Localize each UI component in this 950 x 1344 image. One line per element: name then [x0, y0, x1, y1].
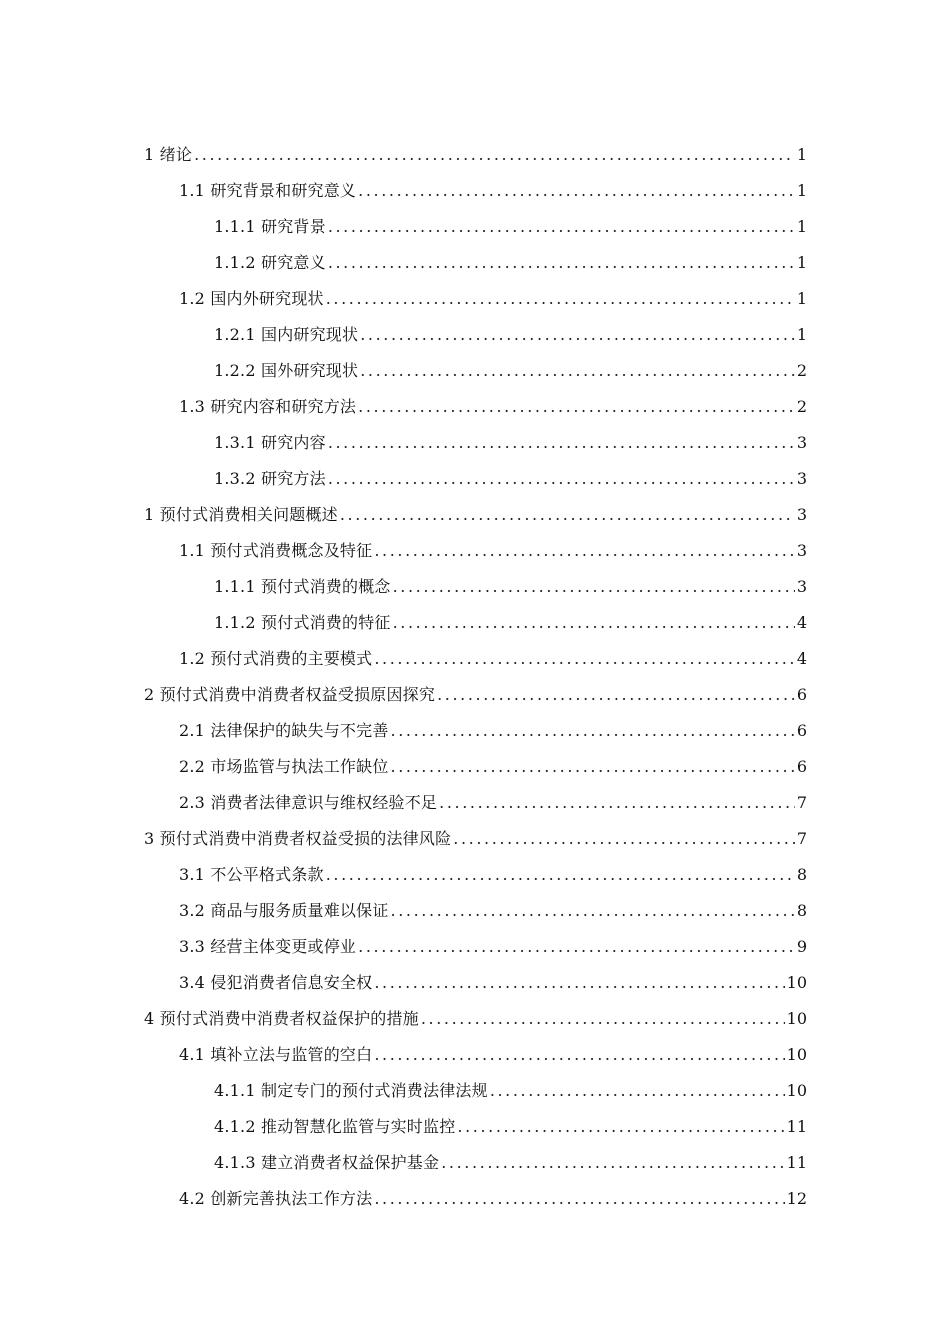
- toc-entry-title: 1.1.1 预付式消费的概念: [214, 577, 391, 596]
- toc-dot-leader: [360, 317, 795, 353]
- toc-entry[interactable]: [0, 821, 950, 857]
- toc-list: [0, 137, 950, 1217]
- toc-entry-line: [179, 785, 807, 821]
- toc-entry-line: [214, 1073, 807, 1109]
- toc-entry[interactable]: [0, 785, 950, 821]
- toc-entry[interactable]: [0, 245, 950, 281]
- toc-entry-title: 1.2.2 国外研究现状: [214, 361, 359, 380]
- toc-entry-page: 3: [796, 433, 807, 452]
- toc-dot-leader: [391, 893, 795, 929]
- toc-entry-title: 1.1.2 研究意义: [214, 253, 326, 272]
- toc-entry[interactable]: [0, 461, 950, 497]
- toc-entry-title: 3 预付式消费中消费者权益受损的法律风险: [144, 829, 452, 848]
- toc-entry-line: [179, 929, 807, 965]
- toc-entry[interactable]: [0, 641, 950, 677]
- toc-entry-page: 3: [796, 469, 807, 488]
- toc-entry-title: 1.2 国内外研究现状: [179, 289, 324, 308]
- toc-dot-leader: [360, 353, 795, 389]
- toc-entry-title: 1.2 预付式消费的主要模式: [179, 649, 373, 668]
- toc-entry-title: 3.3 经营主体变更或停业: [179, 937, 357, 956]
- toc-entry-title: 4.2 创新完善执法工作方法: [179, 1189, 373, 1208]
- toc-dot-leader: [374, 965, 784, 1001]
- toc-entry-title: 1 绪论: [144, 145, 193, 164]
- toc-dot-leader: [358, 173, 795, 209]
- toc-entry-line: [144, 677, 807, 713]
- toc-entry-page: 3: [796, 505, 807, 524]
- toc-entry-title: 2.3 消费者法律意识与维权经验不足: [179, 793, 438, 812]
- toc-entry-title: 3.1 不公平格式条款: [179, 865, 324, 884]
- toc-entry-title: 4.1.3 建立消费者权益保护基金: [214, 1153, 440, 1172]
- toc-entry-page: 1: [796, 181, 807, 200]
- toc-entry-page: 3: [796, 541, 807, 560]
- toc-entry[interactable]: [0, 1073, 950, 1109]
- toc-entry-page: 1: [796, 145, 807, 164]
- toc-entry-page: 7: [796, 793, 807, 812]
- toc-dot-leader: [374, 641, 794, 677]
- toc-dot-leader: [393, 605, 795, 641]
- toc-entry-line: [179, 1181, 807, 1217]
- toc-dot-leader: [326, 281, 795, 317]
- toc-dot-leader: [326, 857, 795, 893]
- toc-entry-title: 1.3.2 研究方法: [214, 469, 326, 488]
- toc-entry-line: [214, 209, 807, 245]
- toc-entry-title: 4.1.1 制定专门的预付式消费法律法规: [214, 1081, 488, 1100]
- toc-entry[interactable]: [0, 173, 950, 209]
- toc-dot-leader: [374, 1037, 784, 1073]
- toc-entry[interactable]: [0, 749, 950, 785]
- toc-entry-title: 2.1 法律保护的缺失与不完善: [179, 721, 389, 740]
- toc-entry-page: 9: [796, 937, 807, 956]
- toc-dot-leader: [441, 1145, 784, 1181]
- toc-entry-title: 2 预付式消费中消费者权益受损原因探究: [144, 685, 436, 704]
- toc-entry-line: [214, 245, 807, 281]
- toc-entry-line: [214, 605, 807, 641]
- toc-entry-title: 1.3 研究内容和研究方法: [179, 397, 357, 416]
- toc-entry-page: 12: [786, 1189, 807, 1208]
- toc-dot-leader: [374, 1181, 784, 1217]
- toc-entry-line: [214, 353, 807, 389]
- table-of-contents: [0, 137, 950, 1217]
- toc-entry[interactable]: [0, 209, 950, 245]
- toc-entry[interactable]: [0, 1109, 950, 1145]
- toc-entry-line: [179, 389, 807, 425]
- toc-entry[interactable]: [0, 857, 950, 893]
- toc-dot-leader: [194, 137, 795, 173]
- toc-entry-page: 1: [796, 253, 807, 272]
- toc-entry-line: [179, 641, 807, 677]
- toc-entry[interactable]: [0, 389, 950, 425]
- toc-entry[interactable]: [0, 929, 950, 965]
- toc-entry[interactable]: [0, 713, 950, 749]
- toc-dot-leader: [391, 713, 795, 749]
- toc-entry-line: [179, 1037, 807, 1073]
- toc-entry-page: 10: [786, 1009, 807, 1028]
- toc-entry[interactable]: [0, 1037, 950, 1073]
- toc-entry[interactable]: [0, 317, 950, 353]
- toc-entry-title: 1.1 预付式消费概念及特征: [179, 541, 373, 560]
- toc-entry-line: [179, 893, 807, 929]
- toc-entry[interactable]: [0, 605, 950, 641]
- toc-entry[interactable]: [0, 965, 950, 1001]
- toc-entry-page: 2: [796, 397, 807, 416]
- toc-entry-page: 6: [796, 757, 807, 776]
- toc-entry-title: 1.3.1 研究内容: [214, 433, 326, 452]
- toc-entry-title: 4 预付式消费中消费者权益保护的措施: [144, 1009, 419, 1028]
- toc-entry-page: 7: [796, 829, 807, 848]
- toc-entry-line: [144, 137, 807, 173]
- toc-dot-leader: [457, 1109, 784, 1145]
- toc-entry-line: [179, 965, 807, 1001]
- toc-entry-page: 4: [796, 613, 807, 632]
- toc-entry[interactable]: [0, 281, 950, 317]
- toc-entry-page: 10: [786, 1081, 807, 1100]
- toc-entry-page: 1: [796, 289, 807, 308]
- toc-entry-title: 1.1 研究背景和研究意义: [179, 181, 357, 200]
- toc-entry-line: [179, 533, 807, 569]
- toc-entry-line: [214, 1109, 807, 1145]
- toc-entry-page: 6: [796, 685, 807, 704]
- toc-entry[interactable]: [0, 1145, 950, 1181]
- toc-entry-page: 6: [796, 721, 807, 740]
- toc-dot-leader: [328, 461, 795, 497]
- toc-entry[interactable]: [0, 137, 950, 173]
- toc-entry-line: [144, 497, 807, 533]
- toc-entry-line: [179, 857, 807, 893]
- toc-entry[interactable]: [0, 533, 950, 569]
- toc-dot-leader: [421, 1001, 785, 1037]
- toc-entry-title: 1.1.2 预付式消费的特征: [214, 613, 391, 632]
- toc-entry-line: [179, 713, 807, 749]
- toc-entry[interactable]: [0, 1181, 950, 1217]
- toc-entry[interactable]: [0, 425, 950, 461]
- toc-entry-title: 2.2 市场监管与执法工作缺位: [179, 757, 389, 776]
- toc-dot-leader: [328, 209, 795, 245]
- toc-entry-title: 4.1.2 推动智慧化监管与实时监控: [214, 1117, 456, 1136]
- toc-entry-title: 1.2.1 国内研究现状: [214, 325, 359, 344]
- toc-entry-page: 11: [786, 1153, 807, 1172]
- toc-dot-leader: [490, 1073, 785, 1109]
- toc-entry-line: [144, 1001, 807, 1037]
- toc-dot-leader: [391, 749, 795, 785]
- toc-entry-line: [179, 281, 807, 317]
- toc-dot-leader: [328, 425, 795, 461]
- toc-entry-page: 11: [786, 1117, 807, 1136]
- toc-dot-leader: [340, 497, 795, 533]
- toc-entry[interactable]: [0, 677, 950, 713]
- toc-dot-leader: [374, 533, 794, 569]
- toc-dot-leader: [439, 785, 795, 821]
- toc-entry-line: [214, 425, 807, 461]
- toc-entry[interactable]: [0, 1001, 950, 1037]
- toc-entry-line: [179, 173, 807, 209]
- toc-entry-page: 1: [796, 325, 807, 344]
- toc-entry[interactable]: [0, 497, 950, 533]
- toc-entry-line: [179, 749, 807, 785]
- toc-entry-title: 3.4 侵犯消费者信息安全权: [179, 973, 373, 992]
- toc-entry-line: [214, 461, 807, 497]
- toc-dot-leader: [358, 389, 795, 425]
- toc-dot-leader: [358, 929, 795, 965]
- toc-entry[interactable]: [0, 569, 950, 605]
- toc-entry-page: 10: [786, 973, 807, 992]
- toc-entry-title: 3.2 商品与服务质量难以保证: [179, 901, 389, 920]
- toc-entry-title: 4.1 填补立法与监管的空白: [179, 1045, 373, 1064]
- toc-entry-line: [214, 317, 807, 353]
- toc-entry[interactable]: [0, 893, 950, 929]
- toc-entry-line: [214, 569, 807, 605]
- toc-dot-leader: [328, 245, 795, 281]
- toc-dot-leader: [453, 821, 795, 857]
- toc-entry[interactable]: [0, 353, 950, 389]
- toc-entry-title: 1 预付式消费相关问题概述: [144, 505, 338, 524]
- toc-entry-page: 3: [796, 577, 807, 596]
- toc-dot-leader: [393, 569, 795, 605]
- toc-entry-page: 10: [786, 1045, 807, 1064]
- toc-entry-page: 1: [796, 217, 807, 236]
- toc-entry-page: 8: [796, 901, 807, 920]
- toc-entry-title: 1.1.1 研究背景: [214, 217, 326, 236]
- toc-entry-page: 8: [796, 865, 807, 884]
- toc-entry-line: [144, 821, 807, 857]
- toc-entry-page: 4: [796, 649, 807, 668]
- toc-entry-page: 2: [796, 361, 807, 380]
- toc-dot-leader: [437, 677, 795, 713]
- toc-entry-line: [214, 1145, 807, 1181]
